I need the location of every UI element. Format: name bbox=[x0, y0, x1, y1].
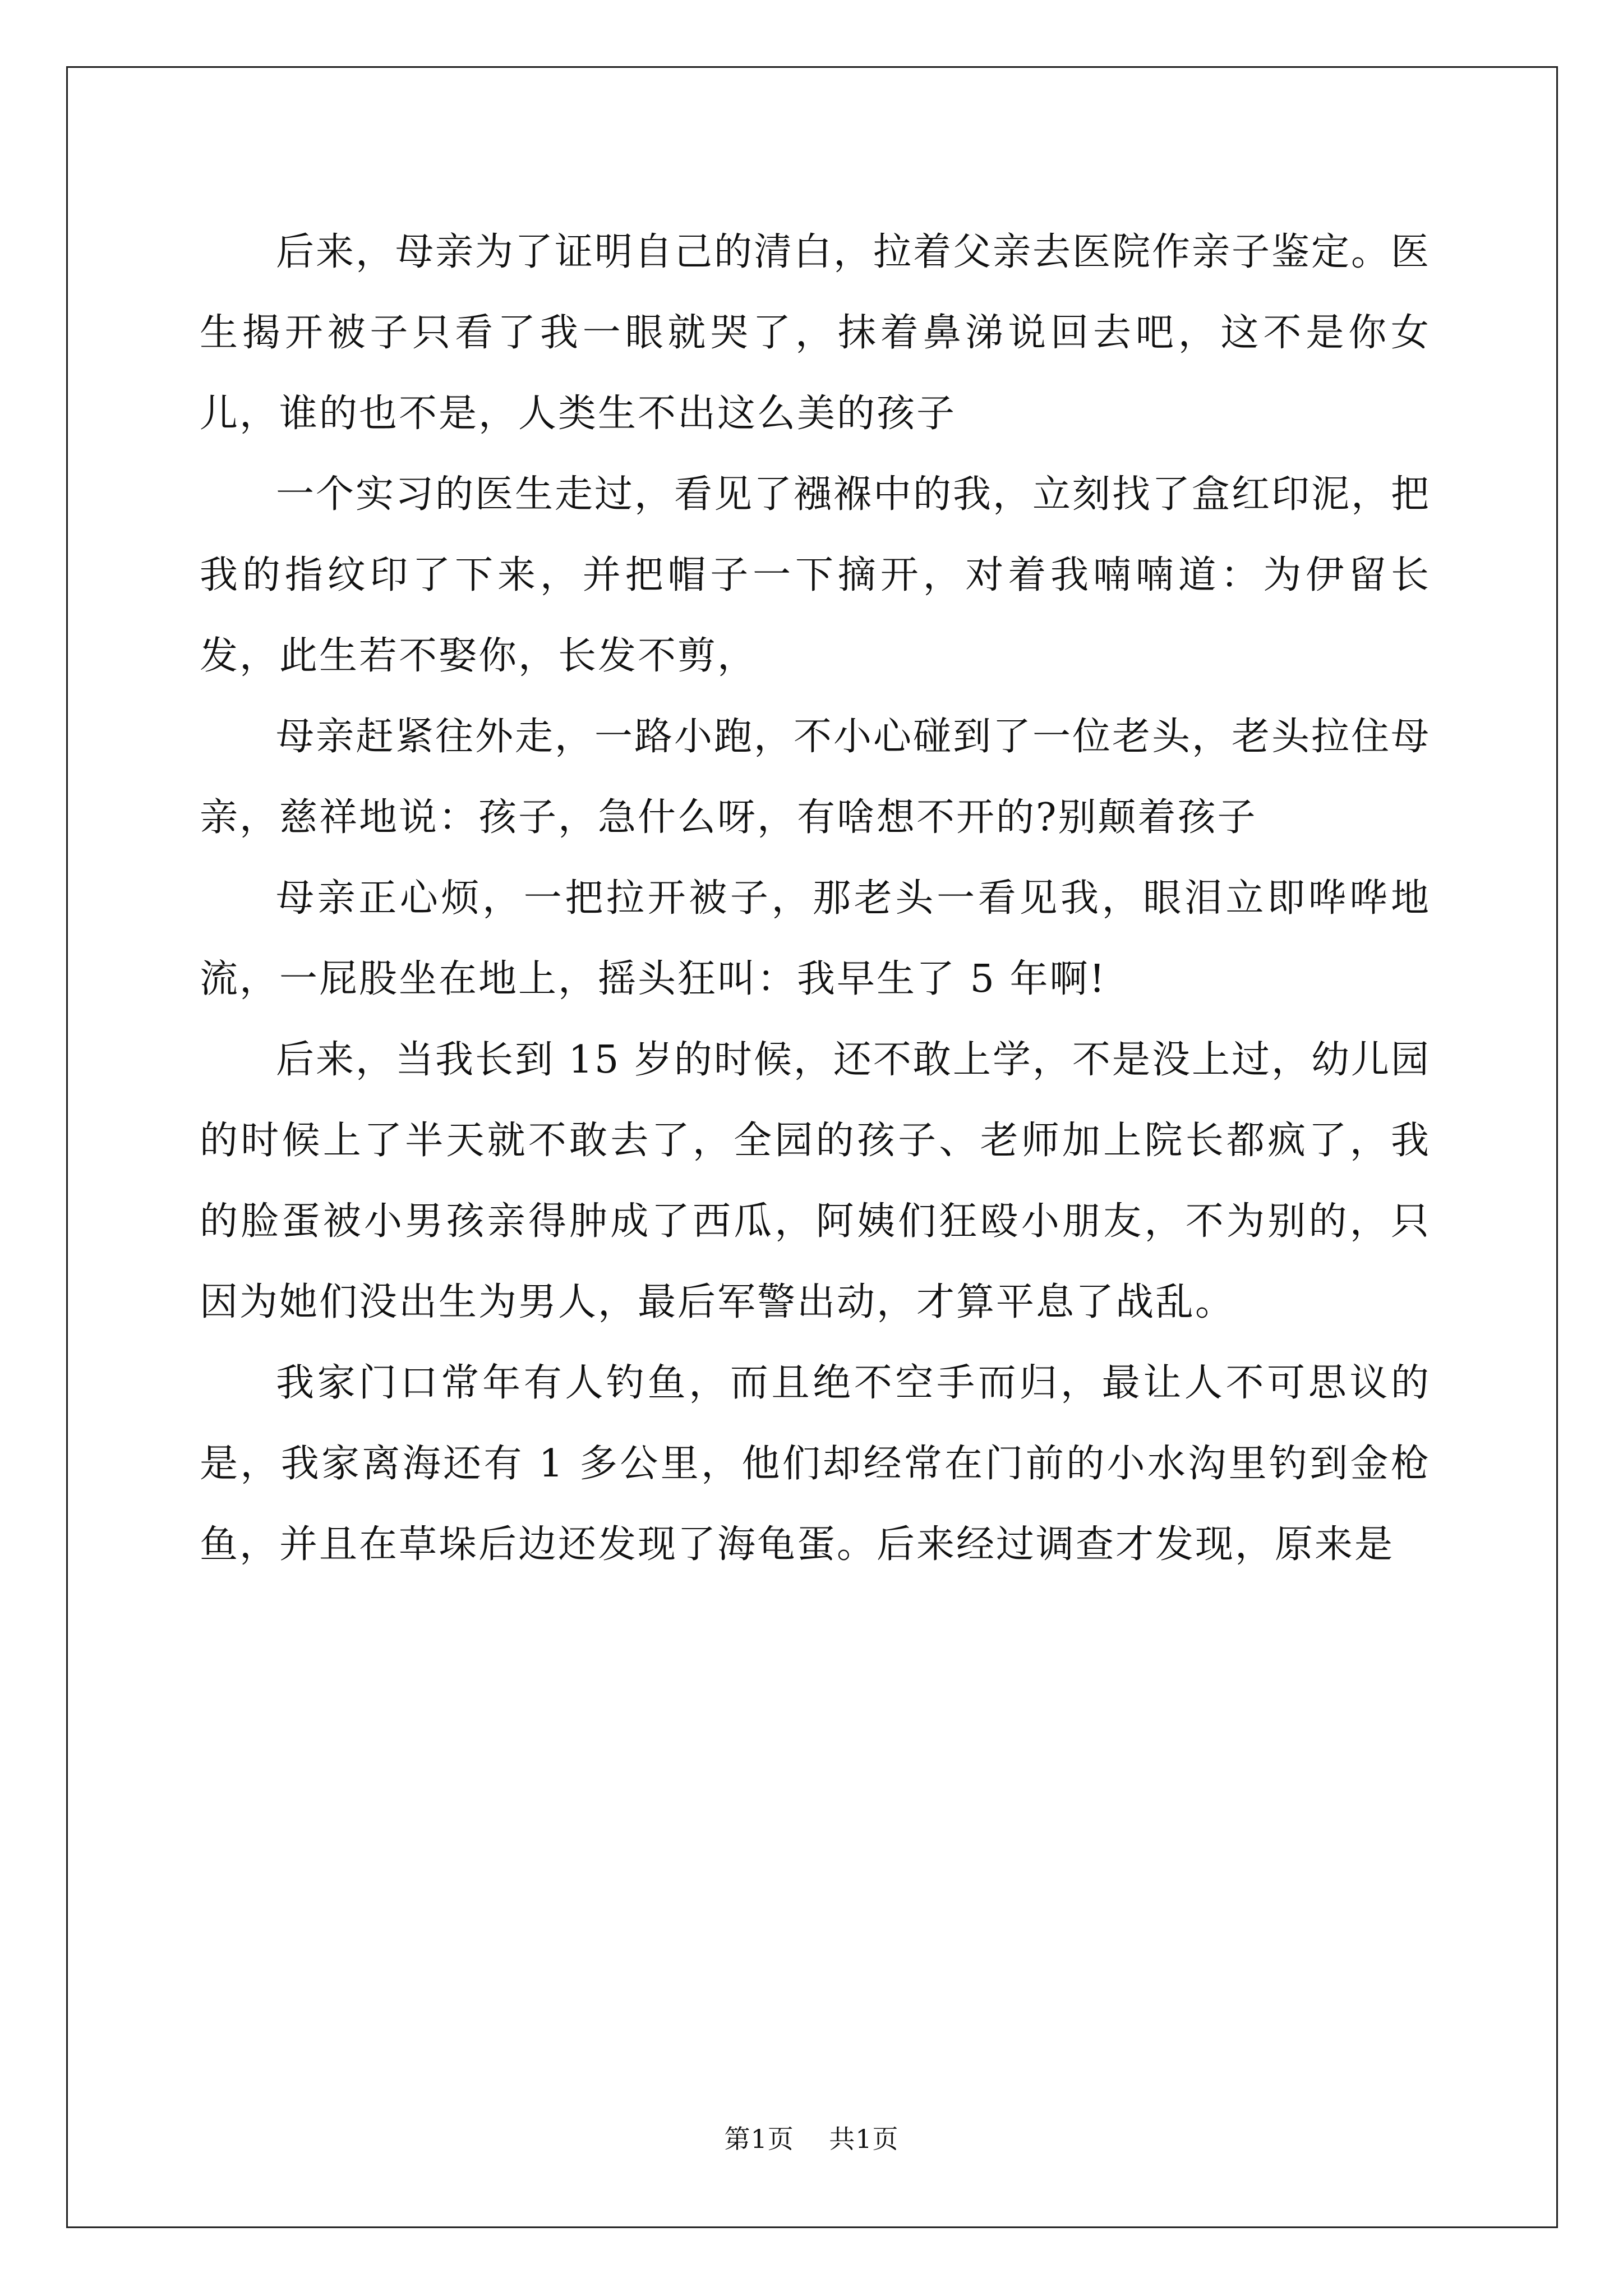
footer-spacer bbox=[794, 2124, 829, 2154]
paragraph-6: 我家门口常年有人钓鱼，而且绝不空手而归，最让人不可思议的是，我家离海还有 1 多公里，他们却经常在门前的小水沟里钓到金枪鱼，并且在草垛后边还发现了海龟蛋。后来经过调查才发现，原来是 bbox=[200, 1361, 1431, 1567]
paragraph-4: 母亲正心烦，一把拉开被子，那老头一看见我，眼泪立即哗哗地流，一屁股坐在地上，摇头狂叫：我早生了 5 年啊! bbox=[200, 876, 1431, 1001]
paragraph-1: 后来，母亲为了证明自己的清白，拉着父亲去医院作亲子鉴定。医生揭开被子只看了我一眼就哭了，抹着鼻涕说回去吧，这不是你女儿，谁的也不是，人类生不出这么美的孩子 bbox=[200, 230, 1431, 436]
paragraph-3: 母亲赶紧往外走，一路小跑，不小心碰到了一位老头，老头拉住母亲，慈祥地说：孩子，急什么呀，有啥想不开的?别颠着孩子 bbox=[200, 715, 1431, 840]
paragraph-2: 一个实习的医生走过，看见了襁褓中的我，立刻找了盒红印泥，把我的指纹印了下来，并把帽子一下摘开，对着我喃喃道：为伊留长发，此生若不娶你，长发不剪， bbox=[200, 472, 1431, 678]
document-body bbox=[200, 212, 1431, 1585]
page-number-total: 共1页 bbox=[829, 2124, 899, 2154]
page-number-current: 第1页 bbox=[724, 2124, 794, 2154]
page-footer bbox=[0, 2122, 1623, 2156]
paragraph-5: 后来，当我长到 15 岁的时候，还不敢上学，不是没上过，幼儿园的时候上了半天就不敢去了，全园的孩子、老师加上院长都疯了，我的脸蛋被小男孩亲得肿成了西瓜，阿姨们狂殴小朋友，不为别的，只因为她们没出生为男人，最后军警出动，才算平息了战乱。 bbox=[200, 1038, 1431, 1324]
